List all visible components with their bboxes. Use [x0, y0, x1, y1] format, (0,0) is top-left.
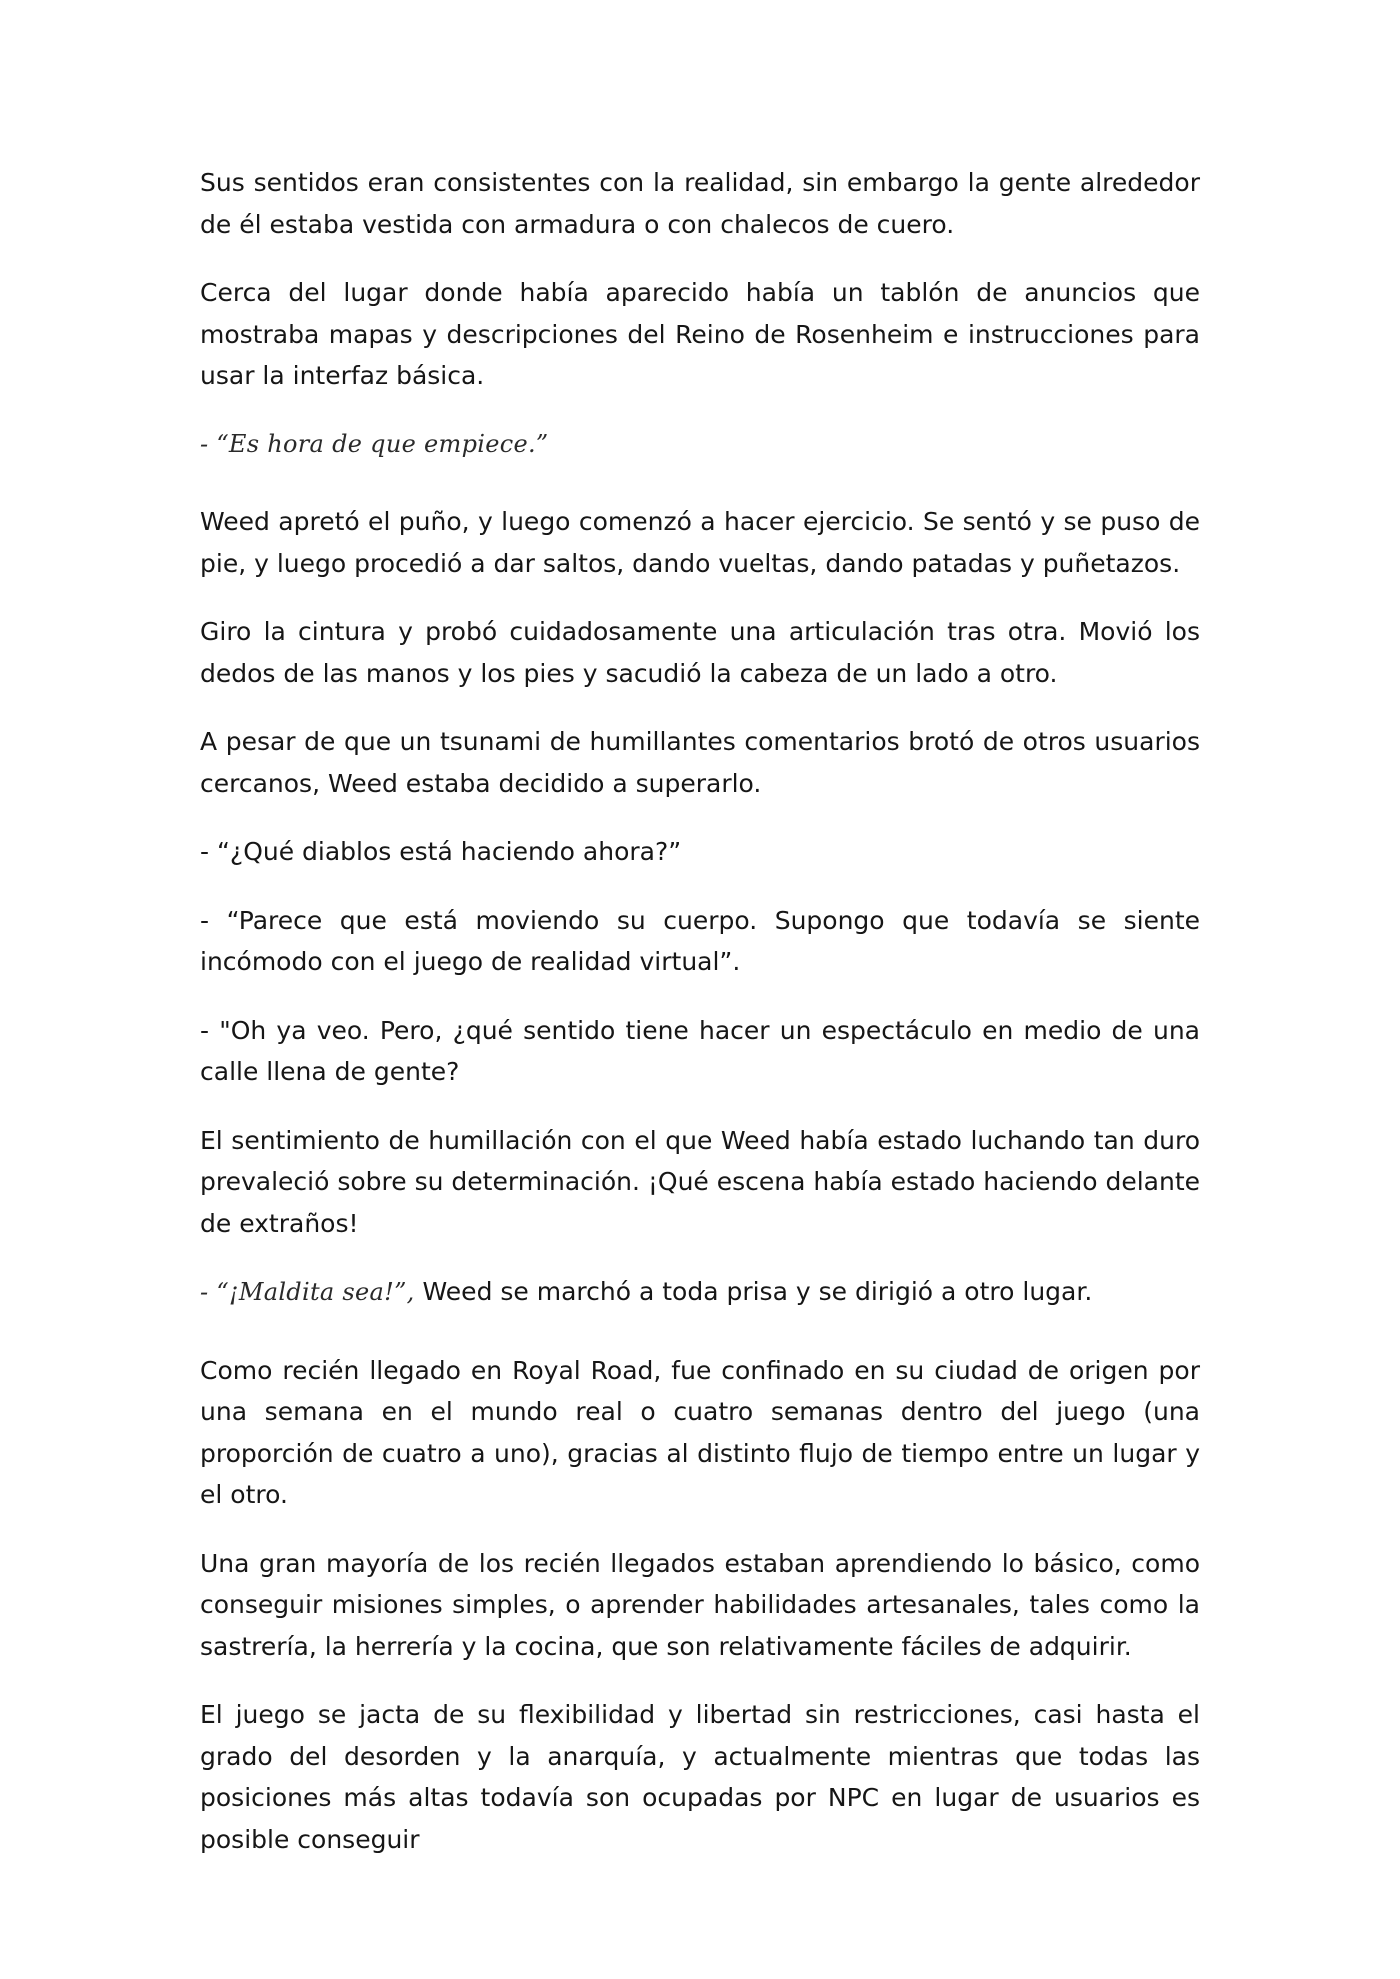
dialog-line-3: - “Parece que está moviendo su cuerpo. Supongo que todavía se siente incómodo con el juego de realidad virtual”. [200, 905, 1200, 976]
curse-dialog: - “¡Maldita sea!”, [200, 1278, 423, 1306]
dialog-line-4: - "Oh ya veo. Pero, ¿qué sentido tiene hacer un espectáculo en medio de una calle llena de gente? [200, 1015, 1200, 1086]
paragraph-8: Como recién llegado en Royal Road, fue confinado en su ciudad de origen por una semana en el mundo real o cuatro semanas dentro del juego (una proporción de cuatro a uno), gracias al distinto flujo de tiempo entre un lugar y el otro. [200, 1355, 1200, 1509]
paragraph-7 [200, 1271, 1200, 1314]
dialog-line-2: - “¿Qué diablos está haciendo ahora?” [200, 837, 682, 866]
paragraph-6: El sentimiento de humillación con el que Weed había estado luchando tan duro prevaleció sobre su determinación. ¡Qué escena había estado haciendo delante de extraños! [200, 1125, 1201, 1238]
paragraph-5: A pesar de que un tsunami de humillantes comentarios brotó de otros usuarios cercanos, Weed estaba decidido a superarlo. [200, 727, 1200, 798]
paragraph-7-text: Weed se marchó a toda prisa y se dirigió a otro lugar. [422, 1277, 1093, 1306]
paragraph-4: Giro la cintura y probó cuidadosamente una articulación tras otra. Movió los dedos de las manos y los pies y sacudió la cabeza de un lado a otro. [200, 617, 1200, 688]
paragraph-3: Weed apretó el puño, y luego comenzó a hacer ejercicio. Se sentó y se puso de pie, y luego procedió a dar saltos, dando vueltas, dando patadas y puñetazos. [200, 507, 1200, 578]
paragraph-2: Cerca del lugar donde había aparecido había un tablón de anuncios que mostraba mapas y descripciones del Reino de Rosenheim e instrucciones para usar la interfaz básica. [200, 278, 1200, 390]
paragraph-10: El juego se jacta de su flexibilidad y libertad sin restricciones, casi hasta el grado del desorden y la anarquía, y actualmente mientras que todas las posiciones más altas todavía son ocupadas por NPC en lugar de usuarios es posible conseguir [200, 1700, 1200, 1854]
dialog-line-1: - “Es hora de que empiece.” [200, 429, 549, 458]
paragraph-9: Una gran mayoría de los recién llegados estaban aprendiendo lo básico, como conseguir misiones simples, o aprender habilidades artesanales, tales como la sastrería, la herrería y la cocina, que son relativamente fáciles de adquirir. [200, 1548, 1200, 1661]
document-page [200, 162, 1200, 1887]
paragraph-1: Sus sentidos eran consistentes con la realidad, sin embargo la gente alrededor de él estaba vestida con armadura o con chalecos de cuero. [200, 168, 1200, 239]
